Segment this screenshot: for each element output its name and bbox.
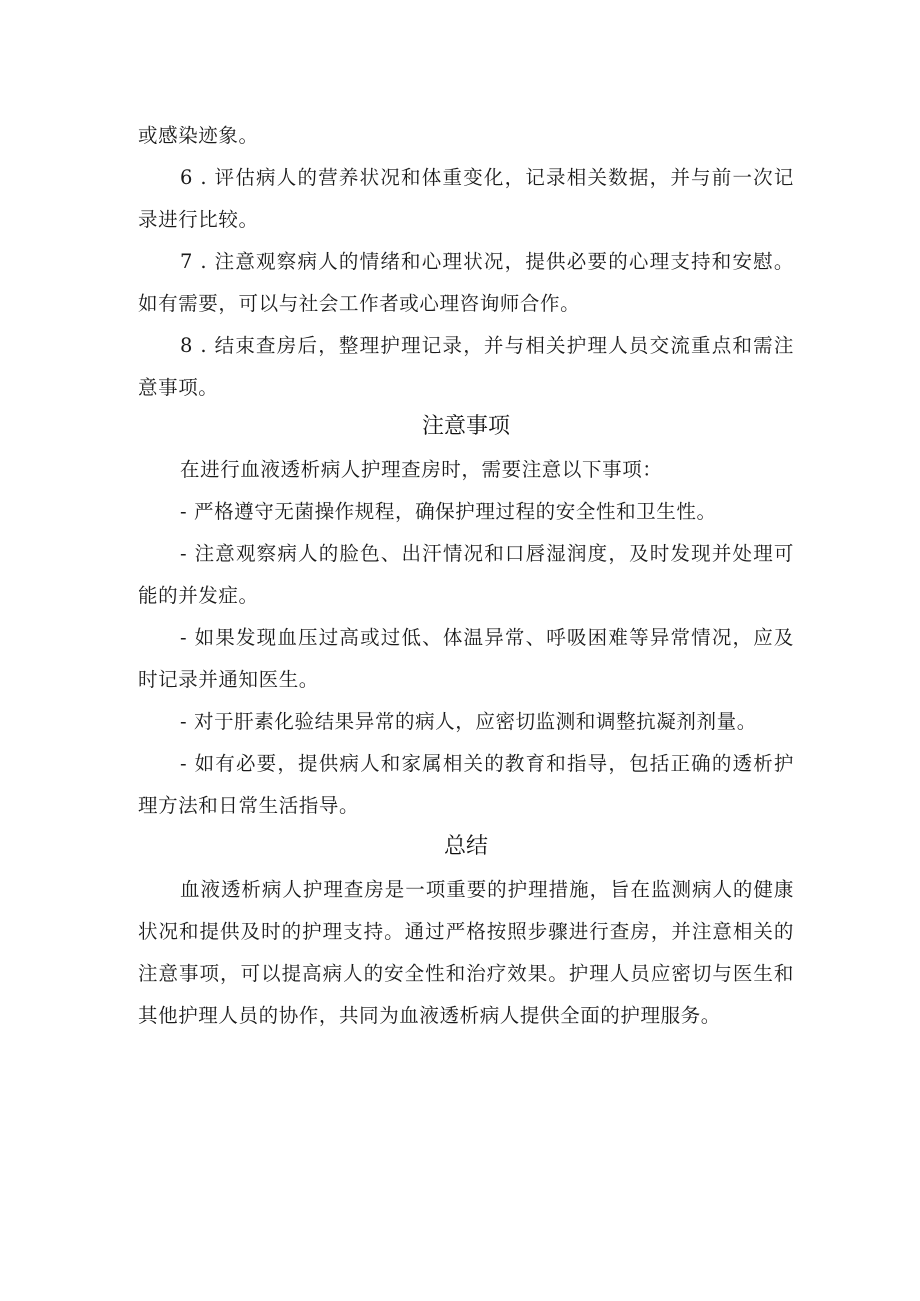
step-6: 6 . 评估病人的营养状况和体重变化，记录相关数据，并与前一次记录进行比较。 bbox=[138, 166, 794, 231]
document-page bbox=[138, 115, 794, 1037]
notes-item-1: - 严格遵守无菌操作规程，确保护理过程的安全性和卫生性。 bbox=[180, 500, 717, 523]
notes-item-5: - 如有必要，提供病人和家属相关的教育和指导，包括正确的透析护理方法和日常生活指导。 bbox=[138, 752, 794, 817]
notes-item-4: - 对于肝素化验结果异常的病人，应密切监测和调整抗凝剂剂量。 bbox=[180, 710, 757, 733]
notes-heading: 注意事项 bbox=[421, 414, 510, 439]
notes-item-3: - 如果发现血压过高或过低、体温异常、呼吸困难等异常情况，应及时记录并通知医生。 bbox=[138, 626, 794, 691]
notes-intro: 在进行血液透析病人护理查房时，需要注意以下事项： bbox=[180, 458, 663, 481]
step-5-continuation: 或感染迹象。 bbox=[138, 124, 259, 147]
step-8: 8 . 结束查房后，整理护理记录，并与相关护理人员交流重点和需注意事项。 bbox=[138, 334, 794, 399]
step-7: 7 . 注意观察病人的情绪和心理状况，提供必要的心理支持和安慰。如有需要，可以与社会工作者或心理咨询师合作。 bbox=[138, 250, 794, 315]
notes-item-2: - 注意观察病人的脸色、出汗情况和口唇湿润度，及时发现并处理可能的并发症。 bbox=[138, 542, 794, 607]
summary-paragraph: 血液透析病人护理查房是一项重要的护理措施，旨在监测病人的健康状况和提供及时的护理支持。通过严格按照步骤进行查房，并注意相关的注意事项，可以提高病人的安全性和治疗效果。护理人员应密切与医生和其他护理人员的协作，共同为血液透析病人提供全面的护理服务。 bbox=[138, 878, 794, 1027]
summary-heading: 总结 bbox=[443, 834, 488, 859]
